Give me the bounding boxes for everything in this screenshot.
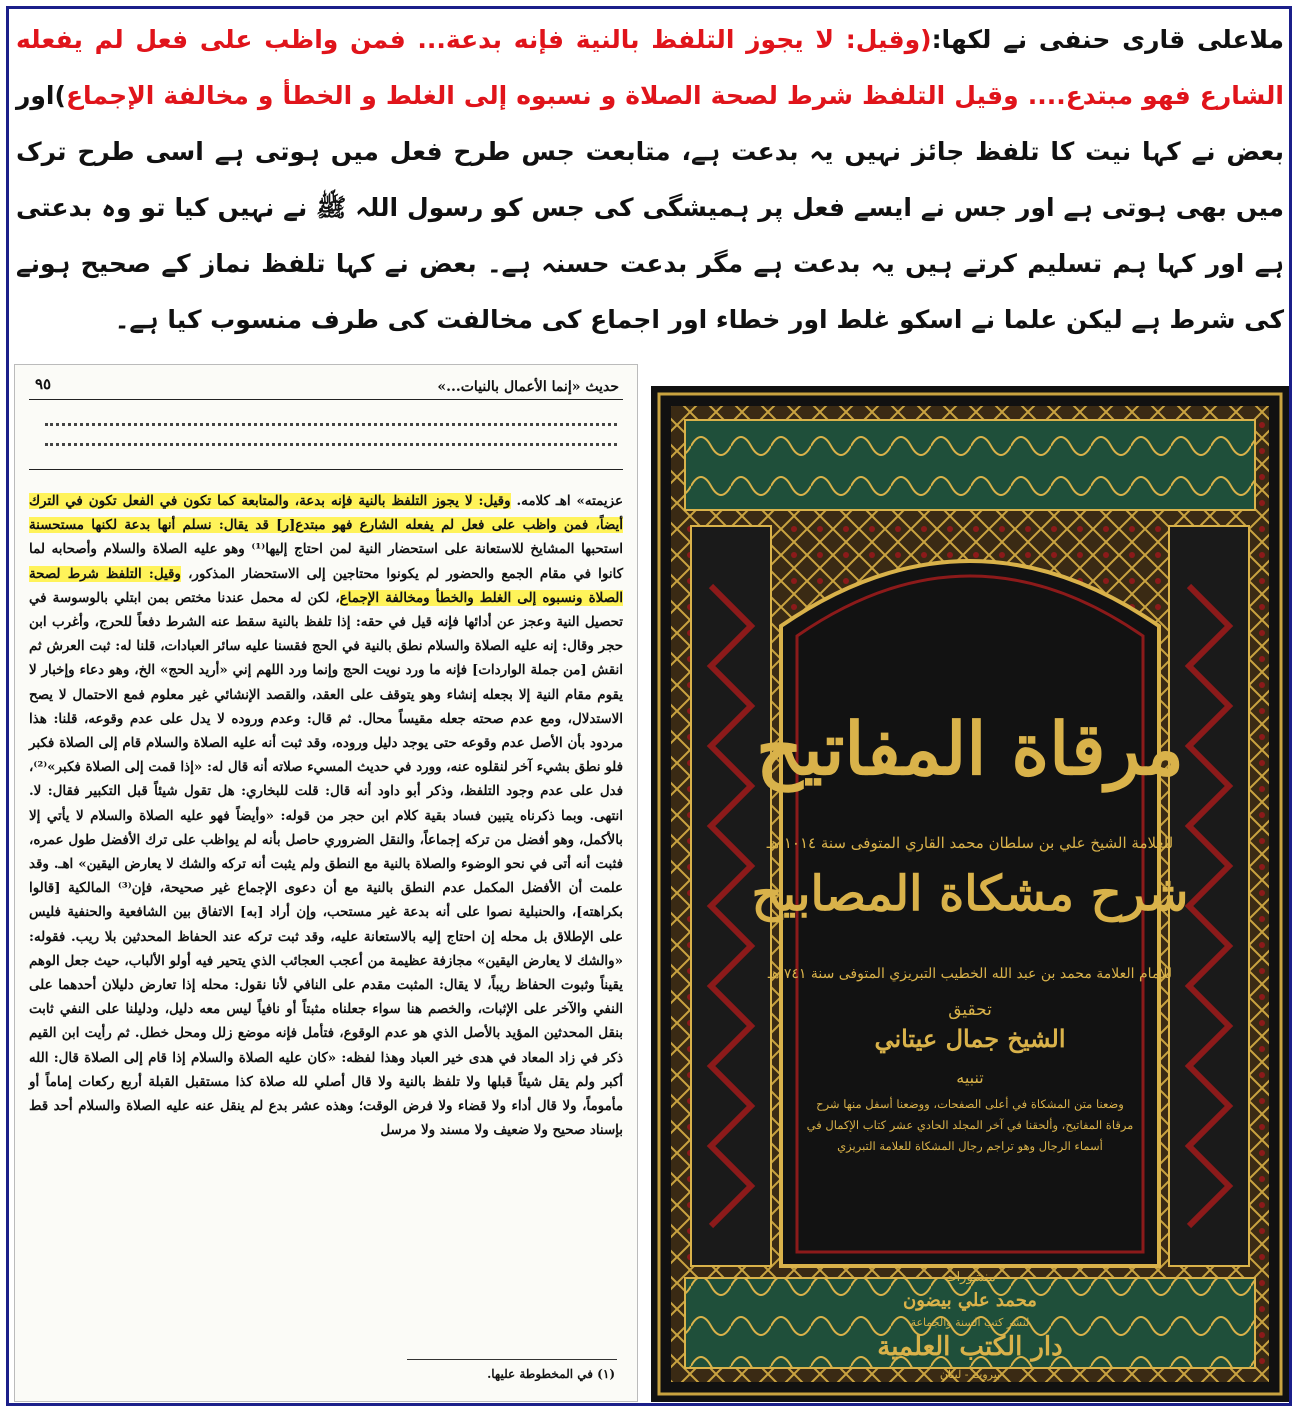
urdu-body: اور بعض نے کہا نیت کا تلفظ جائز نہیں یہ بدعت ہے، متابعت جس طرح فعل میں ہوتی ہے اسی طرح ترک میں بھی ہوتی ہے اور جس نے ایسے فعل پر ہمیشگی کی جس کو رسول اللہ ﷺ نے نہیں کیا تو وہ بدعتی ہے اور کہا ہم تسلیم کرتے ہیں یہ بدعت ہے مگر بدعت حسنہ ہے۔ بعض نے کہا تلفظ نماز کے صحیح ہونے کی شرط ہے لیکن علما نے اسکو غلط اور خطاء اور اجماع کی مخالفت کی طرف منسوب کیا ہے۔: [16, 81, 1284, 334]
cover-imam-line: للإمام العلامة محمد بن عبد الله الخطيب التبريزي المتوفى سنة ٧٤١ هـ: [767, 966, 1173, 982]
book-cover: [651, 386, 1289, 1402]
cover-publisher-tagline: لنشر كتب السنة والجماعة: [910, 1316, 1030, 1329]
urdu-paragraph: [16, 12, 1284, 348]
urdu-commentary: [16, 12, 1284, 352]
dotted-line: [45, 423, 617, 426]
page-paragraph: [29, 489, 623, 1142]
cover-note: وضعنا متن المشكاة في أعلى الصفحات، ووضعنا أسفل منها شرح مرقاة المفاتيح، وألحقنا في آخر المجلد الحادي عشر كتاب الإكمال في أسماء الرجال وهو تراجم رجال المشكاة للعلامة التبريزي: [806, 1097, 1134, 1153]
cover-publisher-name: محمد علي بيضون: [903, 1290, 1037, 1311]
lead-text: عزيمته» اهـ كلامه.: [510, 493, 623, 509]
header-rule: [29, 399, 623, 400]
header-rule: [29, 469, 623, 470]
page-number: ٩٥: [35, 375, 52, 393]
footnote-rule: [407, 1359, 617, 1360]
urdu-intro: ملاعلی قاری حنفی نے لکھا:: [931, 25, 1284, 54]
cover-author: للعلامة الشيخ علي بن سلطان محمد القاري المتوفى سنة ١٠١٤ هـ: [766, 834, 1174, 852]
quote-close: ): [54, 81, 66, 110]
cover-tahqiq: تحقيق: [948, 1000, 992, 1020]
cover-title: مرقاة المفاتيح: [756, 706, 1184, 791]
mid-text: استحبها المشايخ للاستعانة على استحضار النية لمن احتاج إليها⁽¹⁾ وهو عليه الصلاة والسلام وأصحابه لما كانوا في مقام الجمع والحضور لم يكونوا محتاجين إلى الاستحضار المذكور،: [29, 541, 623, 582]
book-page-scan: [14, 364, 638, 1402]
page-body: [29, 489, 623, 1142]
running-head: حديث «إنما الأعمال بالنيات...»: [437, 379, 619, 395]
cover-subtitle: شرح مشكاة المصابيح: [751, 866, 1189, 922]
footnote: (١) في المخطوطة عليها.: [487, 1367, 615, 1381]
cover-tanbih: تنبيه: [956, 1068, 984, 1087]
highlight-1: وقيل: لا يجوز التلفظ بالنية فإنه بدعة، والمتابعة كما تكون في الفعل تكون في الترك أيضاً، فمن واظب على فعل لم يفعله الشارع فهو مبتدع[ر] قد يقال: نسلم أنها بدعة لكنها مستحسنة: [29, 493, 623, 534]
arabic-quote: (وقیل: لا يجوز التلفظ بالنية فإنه بدعة... فمن واظب على فعل لم يفعله الشارع فهو مبتدع.... وقيل التلفظ شرط لصحة الصلاة و نسبوه إلى الغلط و الخطأ و مخالفة الإجماع: [16, 25, 1284, 110]
rest-text: ، لكن له محمل عندنا مختص بمن ابتلي بالوسوسة في تحصيل النية وعجز عن أدائها فإنه قيل في حقه: إذا تلفظ بالنية سقط عنه الشرط دفعاً للحرج، وأغرب ابن حجر وقال: إنه عليه الصلاة والسلام نطق بالنية في الحج فقسنا عليه سائر العبادات، قلنا له: ثبت العرش ثم انقش [من جملة الواردات] فإنه ما ورد نويت الحج وإنما ورد اللهم إني «أريد الحج» الخ، وهو دعاء وإخبار لا يقوم مقام النية إلا بجعله إنشاء وهو يتوقف على العقد، والقصد الإنشائي غير معلوم فمع الاحتمال لا يصح الاستدلال، ومع عدم صحته جعله مقيساً محال. ثم قال: وعدم وروده لا يدل على عدم وقوعه، قلنا: هذا مردود بأن الأصل عدم وقوعه حتى يوجد دليل وروده، وقد ثبت أنه عليه الصلاة والسلام قام إلى الصلاة فكبر فلو نطق بشيء آخر لنقلوه عنه، وورد في حديث المسيء صلاته أنه قال له: «إذا قمت إلى الصلاة فكبر»⁽²⁾، فدل على عدم وجود التلفظ، وذكر أبو داود أنه قال: قلت للبخاري: هل تقول شيئاً قبل التكبير فقال: لا. انتهى. وبما ذكرناه يتبين فساد بقية كلام ابن حجر من قوله: «وأيضاً فهو عليه الصلاة والسلام لا يأتي إلا بالأكمل، وهو أفضل من تركه إجماعاً، والنقل الضروري حاصل بأنه لم يواظب على ترك الأفضل طول عمره، فثبت أنه أتى في نحو الوضوء والصلاة بالنية مع النطق ولم يثبت أنه تركه والشك لا يعارض اليقين» اهـ. وقد علمت أن الأفضل المكمل عدم النطق بالنية مع أن دعوى الإجماع غير صحيحة، فإن⁽³⁾ المالكية [قالوا بكراهته]، والحنبلية نصوا على أنه بدعة غير مستحب، وإن أراد [به] الاتفاق بين الشافعية والحنفية فليس على الإطلاق بل محله إن احتاج إليه بالاستعانة عليه، وقد ثبت تركه عند الحفاظ المحدثين بلا ريب. فقوله: «والشك لا يعارض اليقين» مجازفة عظيمة من أعجب العجائب الذي يتحير فيه أولو الألباب، حيث جعل الوهم يقيناً وثبوت الحفاظ ريباً، لا يقال: المثبت مقدم على النافي لأنا نقول: محله إذا تعارض دليلان أحدهما على النفي والآخر على الإثبات، والخصم هنا سواء جعلناه مثبتاً أو نافياً ليس معه دليل، ودليلنا على النفي ثابت بنقل المحدثين المؤيد بالأصل الذي هو عدم الوقوع، فتأمل فإنه موضع زلل ومحل خطل. ثم رأيت ابن القيم ذكر في زاد المعاد في هدى خير العباد وهذا لفظه: «كان عليه الصلاة والسلام إذا قام إلى الصلاة قال: الله أكبر ولم يقل شيئاً قبلها ولا تلفظ بالنية ولا قال أصلي لله صلاة كذا مستقبل القبلة أربع ركعات إماماً أو مأموماً، ولا قال أداء ولا قضاء ولا فرض الوقت؛ وهذه عشر بدع لم ينقل عنه عليه الصلاة والسلام أحد قط بإسناد صحيح ولا ضعيف ولا مسند ولا مرسل: [29, 589, 623, 1139]
cover-publisher-house: دار الكتب العلمية: [877, 1332, 1063, 1362]
highlight-2: وقيل: التلفظ شرط لصحة الصلاة ونسبوه إلى الغلط والخطأ ومخالفة الإجماع: [29, 565, 623, 606]
cover-editor: الشيخ جمال عيتاني: [874, 1024, 1066, 1053]
dotted-line: [45, 443, 617, 446]
cover-publisher-label: منشورات: [944, 1270, 996, 1285]
cover-publisher-city: بيروت - لبنان: [939, 1368, 1001, 1381]
